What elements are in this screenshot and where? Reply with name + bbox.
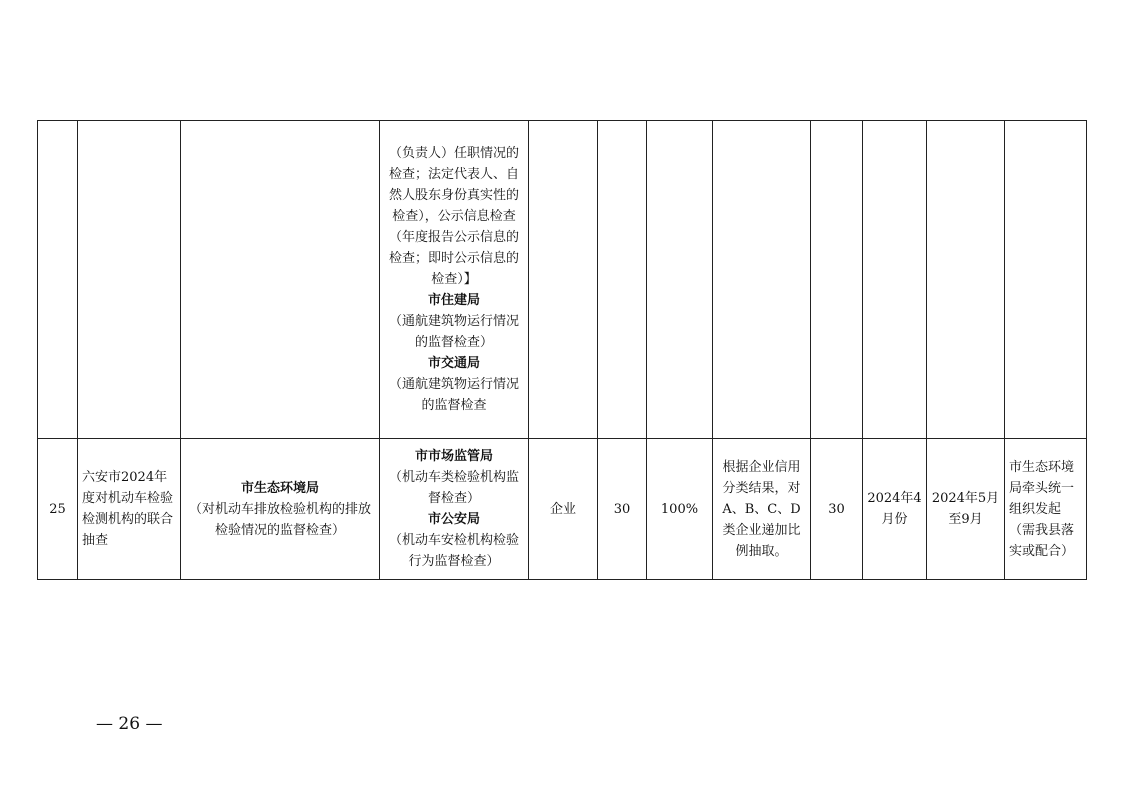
join-dept-detail: （机动车类检验机构监督检查） [388, 470, 519, 506]
cell-join-dept [380, 121, 529, 439]
cell-lead-dept [181, 439, 380, 580]
cell-name: 六安市2024年度对机动车检验检测机构的联合抽查 [78, 439, 181, 580]
cell-object [529, 121, 598, 439]
lead-dept-name: 市生态环境局 [240, 480, 319, 496]
cell-count: 30 [598, 439, 647, 580]
cell-remark: 市生态环境局牵头统一组织发起（需我县落实或配合） [1005, 439, 1087, 580]
join-dept-name: 市交通局 [427, 356, 480, 371]
join-dept-detail: （机动车安检机构检验行为监督检查） [388, 533, 519, 569]
cell-plan-time: 2024年4月份 [863, 439, 927, 580]
cell-lead-dept [181, 121, 380, 439]
cell-ratio: 100% [647, 439, 713, 580]
join-dept-name: 市住建局 [427, 293, 480, 308]
table-row [38, 121, 1087, 439]
join-dept-continued-text: （负责人）任职情况的检查；法定代表人、自然人股东身份真实性的检查），公示信息检查（年度报告公示信息的检查；即时公示信息的检查）】 [388, 146, 519, 287]
cell-method [713, 121, 811, 439]
page-number: — 26 — [96, 714, 163, 734]
cell-number: 30 [811, 439, 863, 580]
cell-number [811, 121, 863, 439]
cell-name [78, 121, 181, 439]
inspection-plan-table [37, 120, 1087, 580]
table-row [38, 439, 1087, 580]
cell-period: 2024年5月至9月 [927, 439, 1005, 580]
cell-object: 企业 [529, 439, 598, 580]
cell-period [927, 121, 1005, 439]
cell-no: 25 [38, 439, 78, 580]
join-dept-name: 市公安局 [427, 512, 480, 527]
join-dept-detail: （通航建筑物运行情况的监督检查） [388, 314, 519, 350]
join-dept-name: 市市场监管局 [414, 449, 493, 464]
cell-method: 根据企业信用分类结果，对A、B、C、D类企业递加比例抽取。 [713, 439, 811, 580]
cell-plan-time [863, 121, 927, 439]
cell-join-dept [380, 439, 529, 580]
lead-dept-detail: （对机动车排放检验机构的排放检验情况的监督检查） [188, 501, 371, 538]
cell-no [38, 121, 78, 439]
cell-remark [1005, 121, 1087, 439]
cell-ratio [647, 121, 713, 439]
join-dept-detail: （通航建筑物运行情况的监督检查 [388, 377, 519, 413]
cell-count [598, 121, 647, 439]
